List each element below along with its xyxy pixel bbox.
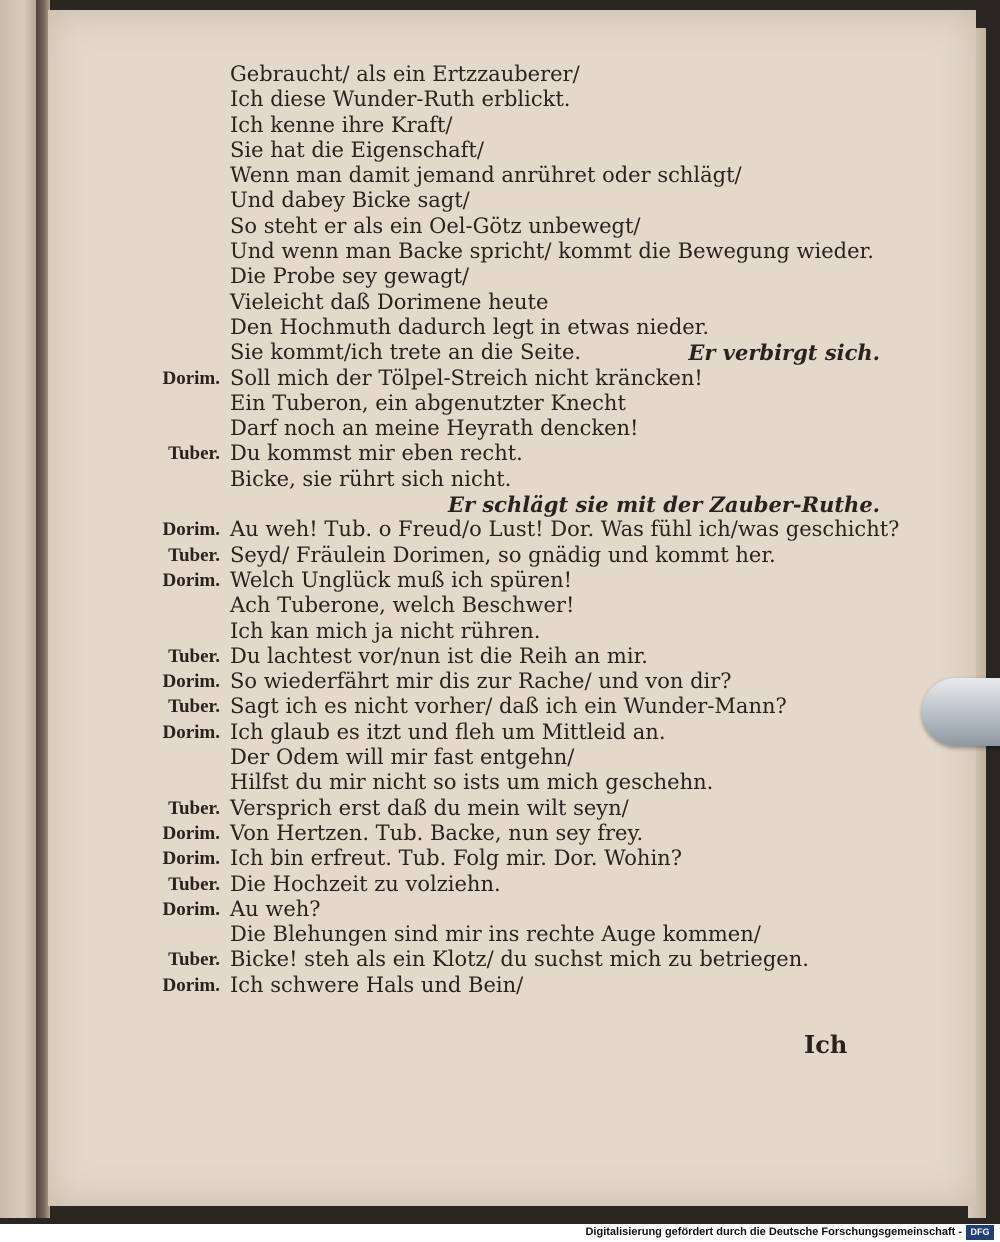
- speaker-label: Dorim.: [162, 519, 220, 541]
- verse-text: Sie hat die Eigenschaft/: [230, 137, 484, 162]
- text-line: [120, 340, 880, 365]
- verse-text: Vieleicht daß Dorimene heute: [230, 289, 549, 314]
- text-line: [120, 922, 880, 947]
- verse-text: Die Probe sey gewagt/: [230, 264, 470, 289]
- text-line: [120, 745, 880, 770]
- text-line: [120, 593, 880, 618]
- stage-direction: Er verbirgt sich.: [688, 340, 880, 366]
- verse-text: Au weh! Tub. o Freud/o Lust! Dor. Was fühl ich/was geschicht?: [230, 517, 900, 542]
- verse-text: Ich schwere Hals und Bein/: [230, 972, 524, 997]
- text-line: [120, 770, 880, 795]
- scanner-clip: [922, 678, 1000, 746]
- verse-text: Ich diese Wunder-Ruth erblickt.: [230, 87, 571, 112]
- verse-text: Soll mich der Tölpel-Streich nicht kräncken!: [230, 365, 703, 390]
- verse-text: Ein Tuberon, ein abgenutzter Knecht: [230, 390, 626, 415]
- verse-text: So steht er als ein Oel-Götz unbewegt/: [230, 213, 641, 238]
- verse-text: Ich kenne ihre Kraft/: [230, 112, 453, 137]
- verse-text: Du lachtest vor/nun ist die Reih an mir.: [230, 643, 648, 668]
- text-line: [120, 239, 880, 264]
- verse-text: Den Hochmuth dadurch legt in etwas nieder.: [230, 314, 710, 339]
- text-line: [120, 416, 880, 441]
- verse-text: Hilfst du mir nicht so ists um mich geschehn.: [230, 770, 714, 795]
- text-line: [120, 87, 880, 112]
- verse-text: Sie kommt/ich trete an die Seite.: [230, 340, 582, 365]
- speaker-label: Dorim.: [162, 822, 220, 844]
- speaker-label: Dorim.: [162, 367, 220, 389]
- speaker-label: Tuber.: [168, 443, 220, 465]
- verse-text: Die Blehungen sind mir ins rechte Auge kommen/: [230, 922, 761, 947]
- text-line: [120, 188, 880, 213]
- text-line: [120, 543, 880, 568]
- verse-text: Ich glaub es itzt und fleh um Mittleid an.: [230, 719, 666, 744]
- verse-text: Und wenn man Backe spricht/ kommt die Bewegung wieder.: [230, 239, 874, 264]
- text-line: [120, 973, 880, 998]
- speaker-label: Tuber.: [168, 544, 220, 566]
- speaker-label: Tuber.: [168, 873, 220, 895]
- text-line: [120, 467, 880, 492]
- text-line: [120, 492, 880, 517]
- text-line: [120, 694, 880, 719]
- speaker-label: Tuber.: [168, 949, 220, 971]
- verse-text: Du kommst mir eben recht.: [230, 441, 523, 466]
- text-line: [120, 846, 880, 871]
- verse-text: Ich kan mich ja nicht rühren.: [230, 618, 541, 643]
- text-line: [120, 897, 880, 922]
- text-line: [120, 619, 880, 644]
- footer-bar: [0, 1224, 1000, 1242]
- speaker-label: Dorim.: [162, 671, 220, 693]
- text-line: [120, 720, 880, 745]
- speaker-label: Dorim.: [162, 898, 220, 920]
- stage-direction: Er schlägt sie mit der Zauber-Ruthe.: [447, 492, 880, 518]
- verse-text: Versprich erst daß du mein wilt seyn/: [230, 795, 629, 820]
- text-line: [120, 366, 880, 391]
- verse-text: Darf noch an meine Heyrath dencken!: [230, 416, 639, 441]
- speaker-label: Dorim.: [162, 974, 220, 996]
- verse-text: Ich bin erfreut. Tub. Folg mir. Dor. Wohin?: [230, 846, 682, 871]
- left-page-edge: [0, 0, 40, 1218]
- text-line: [120, 391, 880, 416]
- text-line: [120, 568, 880, 593]
- play-text: [120, 62, 900, 998]
- text-line: [120, 872, 880, 897]
- verse-text: Bicke! steh als ein Klotz/ du suchst mich zu betriegen.: [230, 947, 809, 972]
- speaker-label: Dorim.: [162, 569, 220, 591]
- verse-text: Bicke, sie rührt sich nicht.: [230, 466, 512, 491]
- speaker-label: Dorim.: [162, 848, 220, 870]
- text-line: [120, 138, 880, 163]
- verse-text: So wiederfährt mir dis zur Rache/ und von dir?: [230, 669, 732, 694]
- speaker-label: Tuber.: [168, 797, 220, 819]
- verse-text: Au weh?: [230, 896, 321, 921]
- verse-text: Der Odem will mir fast entgehn/: [230, 745, 575, 770]
- text-line: [120, 821, 880, 846]
- text-line: [120, 214, 880, 239]
- verse-text: Von Hertzen. Tub. Backe, nun sey frey.: [230, 820, 644, 845]
- catchword: Ich: [804, 1030, 848, 1059]
- text-line: [120, 264, 880, 289]
- verse-text: Wenn man damit jemand anrühret oder schlägt/: [230, 163, 742, 188]
- verse-text: Gebraucht/ als ein Ertzzauberer/: [230, 62, 580, 86]
- text-line: [120, 62, 880, 87]
- text-line: [120, 163, 880, 188]
- speaker-label: Dorim.: [162, 721, 220, 743]
- verse-text: Und dabey Bicke sagt/: [230, 188, 470, 213]
- text-line: [120, 796, 880, 821]
- text-line: [120, 947, 880, 972]
- verse-text: Welch Unglück muß ich spüren!: [230, 567, 573, 592]
- verse-text: Sagt ich es nicht vorher/ daß ich ein Wunder-Mann?: [230, 694, 787, 719]
- verse-text: Die Hochzeit zu volziehn.: [230, 871, 501, 896]
- verse-text: Seyd/ Fräulein Dorimen, so gnädig und kommt her.: [230, 542, 776, 567]
- text-line: [120, 290, 880, 315]
- speaker-label: Tuber.: [168, 645, 220, 667]
- text-line: [120, 441, 880, 466]
- speaker-label: Tuber.: [168, 696, 220, 718]
- verse-text: Ach Tuberone, welch Beschwer!: [230, 593, 575, 618]
- text-line: [120, 669, 880, 694]
- text-line: [120, 315, 880, 340]
- text-line: [120, 644, 880, 669]
- funding-credit: Digitalisierung gefördert durch die Deutsche Forschungsgemeinschaft -: [585, 1226, 962, 1238]
- text-line: [120, 517, 900, 542]
- dfg-logo: DFG: [966, 1225, 994, 1240]
- text-line: [120, 113, 880, 138]
